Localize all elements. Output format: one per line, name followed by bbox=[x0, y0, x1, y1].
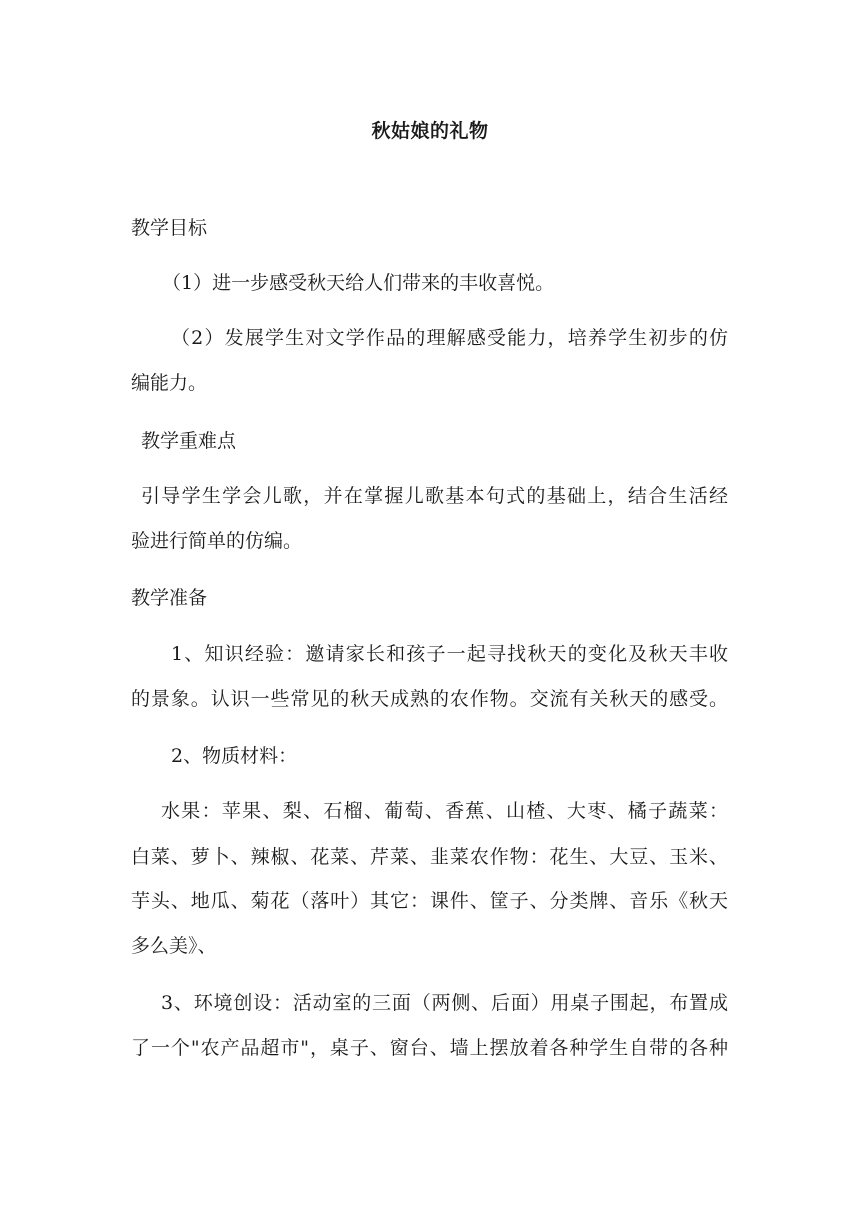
prep-3-line-1: 3、环境创设：活动室的三面（两侧、后面）用桌子围起，布置成 bbox=[161, 992, 728, 1014]
goal-2-line-1: （2）发展学生对文学作品的理解感受能力，培养学生初步的仿 bbox=[171, 327, 728, 349]
prep-2: 2、物质材料： bbox=[171, 745, 298, 767]
key-points-line-1: 引导学生学会儿歌，并在掌握儿歌基本句式的基础上，结合生活经 bbox=[141, 485, 728, 507]
materials-line-3: 芋头、地瓜、菊花（落叶）其它：课件、筐子、分类牌、音乐《秋天 bbox=[131, 890, 728, 912]
goal-1: （1）进一步感受秋天给人们带来的丰收喜悦。 bbox=[162, 272, 555, 294]
materials-line-2: 白菜、萝卜、辣椒、花菜、芹菜、韭菜农作物：花生、大豆、玉米、 bbox=[131, 846, 728, 868]
prep-1-line-2: 的景象。认识一些常见的秋天成熟的农作物。交流有关秋天的感受。 bbox=[131, 688, 728, 710]
prep-1-line-1: 1、知识经验：邀请家长和孩子一起寻找秋天的变化及秋天丰收 bbox=[171, 643, 728, 665]
materials-line-4: 多么美》、 bbox=[131, 935, 217, 957]
prep-3-line-2: 了一个"农产品超市"，桌子、窗台、墙上摆放着各种学生自带的各种 bbox=[131, 1037, 728, 1059]
document-title: 秋姑娘的礼物 bbox=[371, 120, 489, 142]
heading-teaching-goals: 教学目标 bbox=[131, 217, 208, 239]
materials-line-1: 水果：苹果、梨、石榴、葡萄、香蕉、山楂、大枣、橘子蔬菜： bbox=[161, 800, 728, 822]
goal-2-line-2: 编能力。 bbox=[131, 372, 208, 394]
key-points-line-2: 验进行简单的仿编。 bbox=[131, 530, 303, 552]
heading-key-points: 教学重难点 bbox=[141, 430, 237, 452]
heading-preparation: 教学准备 bbox=[131, 587, 208, 609]
